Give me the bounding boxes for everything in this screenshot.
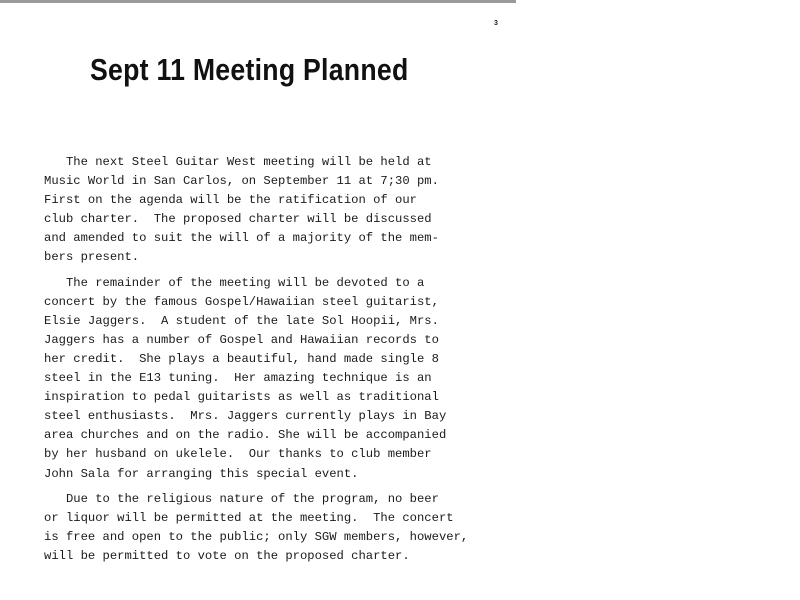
text-line: area churches and on the radio. She will be accompanied xyxy=(44,428,447,443)
text-line: steel in the E13 tuning. Her amazing technique is an xyxy=(44,371,432,386)
text-line: is free and open to the public; only SGW members, however, xyxy=(44,529,469,544)
text-line: steel enthusiasts. Mrs. Jaggers currently plays in Bay xyxy=(44,409,447,424)
text-line: her credit. She plays a beautiful, hand made single 8 xyxy=(44,351,439,366)
article-headline: Sept 11 Meeting Planned xyxy=(90,52,409,87)
text-line: Jaggers has a number of Gospel and Hawaiian records to xyxy=(44,332,439,347)
paragraph-meeting-announcement xyxy=(44,153,524,268)
text-line: Due to the religious nature of the program, no beer xyxy=(44,491,439,506)
article-body xyxy=(44,153,524,566)
text-line: will be permitted to vote on the proposed charter. xyxy=(44,548,410,563)
text-line: Music World in San Carlos, on September 11 at 7;30 pm. xyxy=(44,174,439,189)
text-line: The next Steel Guitar West meeting will be held at xyxy=(44,155,432,169)
text-line: by her husband on ukelele. Our thanks to club member xyxy=(44,447,432,462)
text-line: First on the agenda will be the ratification of our xyxy=(44,193,417,208)
text-line: or liquor will be permitted at the meeting. The concert xyxy=(44,510,454,525)
paragraph-rules-notice xyxy=(44,490,524,566)
text-line: Elsie Jaggers. A student of the late Sol Hoopii, Mrs. xyxy=(44,313,439,328)
text-line: inspiration to pedal guitarists as well as traditional xyxy=(44,390,439,405)
text-line: and amended to suit the will of a majority of the mem- xyxy=(44,231,439,246)
text-line: The remainder of the meeting will be devoted to a xyxy=(44,275,425,290)
text-line: bers present. xyxy=(44,250,140,265)
paragraph-concert-details xyxy=(44,274,524,484)
text-line: concert by the famous Gospel/Hawaiian steel guitarist, xyxy=(44,294,439,309)
text-line: club charter. The proposed charter will be discussed xyxy=(44,212,432,227)
page-number: 3 xyxy=(494,20,498,27)
text-line: John Sala for arranging this special event. xyxy=(44,466,359,481)
top-rule xyxy=(0,0,516,3)
